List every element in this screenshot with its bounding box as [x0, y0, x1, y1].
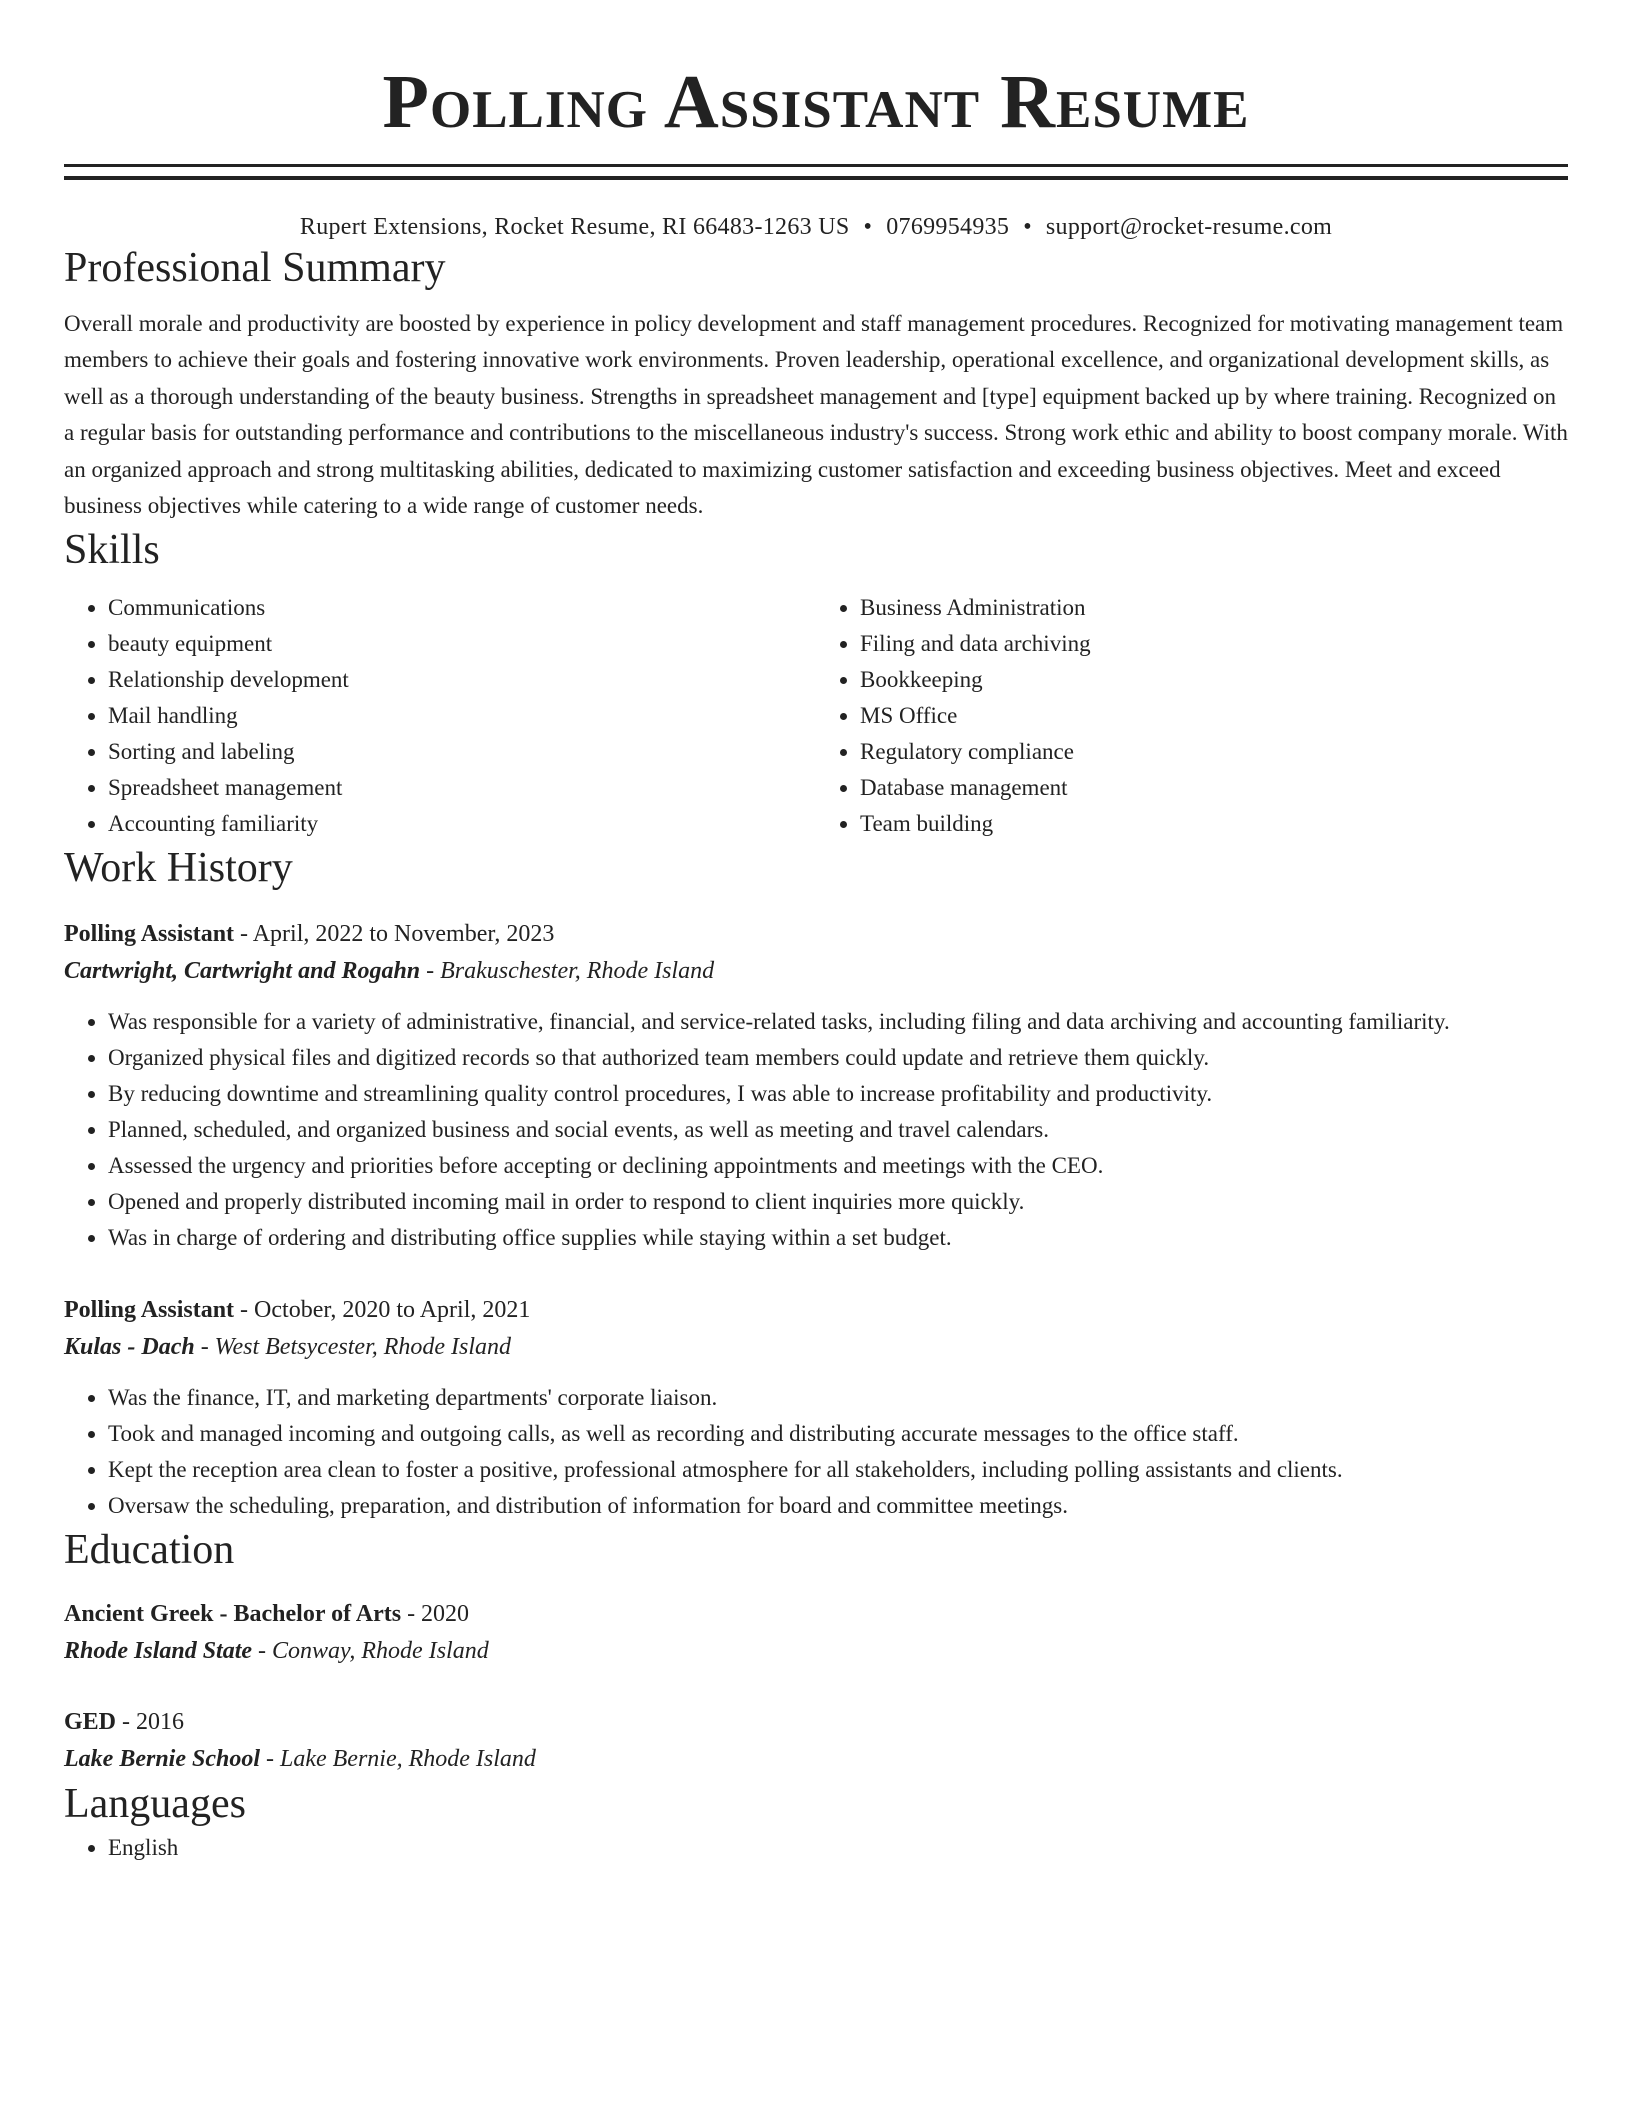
degree: GED	[64, 1709, 117, 1736]
languages-list	[64, 1830, 1568, 1866]
school-location: - Conway, Rhode Island	[252, 1638, 489, 1665]
degree: Ancient Greek - Bachelor of Arts	[64, 1601, 402, 1628]
school-line	[64, 1740, 1568, 1778]
job-duty: • Kept the reception area clean to foster a positive, professional atmosphere for all stakeholders, including polling assistants and clients.	[108, 1452, 1568, 1488]
summary-heading: Professional Summary	[64, 245, 446, 291]
skill-item: • beauty equipment	[108, 626, 816, 662]
skill-item: • Team building	[860, 806, 1568, 842]
company-location: - Brakuschester, Rhode Island	[420, 958, 715, 985]
degree-line	[64, 1704, 1568, 1740]
job-duty: • By reducing downtime and streamlining quality control procedures, I was able to increase profitability and productivity.	[108, 1076, 1568, 1112]
skills-heading: Skills	[64, 527, 160, 574]
graduation-year: - 2020	[401, 1601, 470, 1628]
skill-item: • Business Administration	[860, 590, 1568, 626]
work-history-heading: Work History	[64, 845, 293, 892]
education-entry	[64, 1704, 1568, 1778]
skill-item: • Relationship development	[108, 662, 816, 698]
contact-email: support@rocket-resume.com	[1045, 214, 1333, 240]
school-line	[64, 1632, 1568, 1670]
job-duty: • Was responsible for a variety of administrative, financial, and service-related tasks, including filing and data archiving and accounting familiarity.	[108, 1004, 1568, 1040]
job-title-line	[64, 916, 1568, 952]
job-duty: • Took and managed incoming and outgoing calls, as well as recording and distributing accurate messages to the office staff.	[108, 1416, 1568, 1452]
job-title: Polling Assistant	[64, 921, 235, 948]
degree-line	[64, 1596, 1568, 1632]
skill-item: • Accounting familiarity	[108, 806, 816, 842]
job-dates: - October, 2020 to April, 2021	[234, 1297, 531, 1324]
company-name: Cartwright, Cartwright and Rogahn	[64, 958, 421, 985]
company-name: Kulas - Dach	[64, 1334, 195, 1361]
school-name: Lake Bernie School	[64, 1746, 260, 1773]
contact-line	[64, 212, 1568, 242]
job-entry	[64, 1292, 1568, 1524]
skill-item: • Bookkeeping	[860, 662, 1568, 698]
school-name: Rhode Island State	[64, 1638, 253, 1665]
job-duties-list	[64, 1380, 1568, 1524]
skills-columns	[64, 590, 1568, 842]
title-divider	[64, 164, 1568, 180]
languages-heading: Languages	[64, 1781, 246, 1828]
summary-text: Overall morale and productivity are boosted by experience in policy development and staff management procedures. Recognized for motivating management team members to achieve their goals and fostering innovative work environments. Proven leadership, operational excellence, and organizational development skills, as well as a thorough understanding of the beauty business. Strengths in spreadsheet management and [type] equipment backed up by where training. Recognized on a regular basis for outstanding performance and contributions to the miscellaneous industry's success. Strong work ethic and ability to boost company morale. With an organized approach and strong multitasking abilities, dedicated to maximizing customer satisfaction and exceeding business objectives. Meet and exceed business objectives while catering to a wide range of customer needs.	[64, 311, 1568, 519]
skill-item: • Filing and data archiving	[860, 626, 1568, 662]
company-line	[64, 1328, 1568, 1366]
graduation-year: - 2016	[116, 1709, 185, 1736]
skill-item: • MS Office	[860, 698, 1568, 734]
skill-item: • Regulatory compliance	[860, 734, 1568, 770]
job-duty: • Was the finance, IT, and marketing departments' corporate liaison.	[108, 1380, 1568, 1416]
job-duty: • Assessed the urgency and priorities before accepting or declining appointments and meetings with the CEO.	[108, 1148, 1568, 1184]
skill-item: • Sorting and labeling	[108, 734, 816, 770]
job-dates: - April, 2022 to November, 2023	[234, 921, 555, 948]
company-location: - West Betsycester, Rhode Island	[194, 1334, 512, 1361]
contact-phone: 0769954935	[886, 214, 1010, 240]
education-entry	[64, 1596, 1568, 1670]
job-duty: • Opened and properly distributed incoming mail in order to respond to client inquiries more quickly.	[108, 1184, 1568, 1220]
job-duties-list	[64, 1004, 1568, 1256]
job-entry	[64, 916, 1568, 1256]
contact-separator: •	[863, 214, 873, 240]
skill-item: • Spreadsheet management	[108, 770, 816, 806]
skill-item: • Mail handling	[108, 698, 816, 734]
contact-address: Rupert Extensions, Rocket Resume, RI 66483-1263 US	[299, 214, 850, 240]
skills-list-left	[64, 590, 816, 842]
job-title-line	[64, 1292, 1568, 1328]
contact-separator: •	[1023, 214, 1032, 240]
job-title: Polling Assistant	[64, 1297, 235, 1324]
job-duty: • Planned, scheduled, and organized business and social events, as well as meeting and travel calendars.	[108, 1112, 1568, 1148]
skills-list-right	[816, 590, 1568, 842]
resume-title: Polling Assistant Resume	[382, 60, 1250, 144]
skill-item: • Database management	[860, 770, 1568, 806]
job-duty: • Oversaw the scheduling, preparation, and distribution of information for board and committee meetings.	[108, 1488, 1568, 1524]
job-duty: • Organized physical files and digitized records so that authorized team members could update and retrieve them quickly.	[108, 1040, 1568, 1076]
company-line	[64, 952, 1568, 990]
language-item: • English	[108, 1830, 1568, 1866]
skill-item: • Communications	[108, 590, 816, 626]
education-heading: Education	[64, 1527, 235, 1574]
school-location: - Lake Bernie, Rhode Island	[260, 1746, 536, 1773]
job-duty: • Was in charge of ordering and distributing office supplies while staying within a set budget.	[108, 1220, 1568, 1256]
